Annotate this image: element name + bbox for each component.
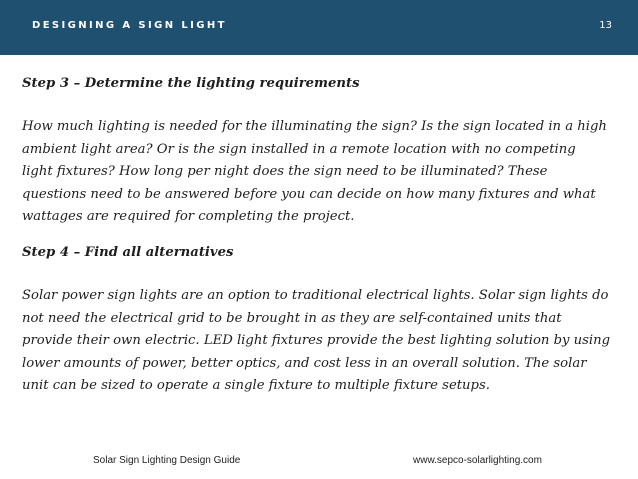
- section-step-4-paragraph: [22, 285, 618, 398]
- header-title: DESIGNING A SIGN LIGHT: [32, 20, 227, 31]
- paragraph-line: questions need to be answered before you can decide on how many fixtures and what: [22, 186, 596, 202]
- section-heading: Step 4 – Find all alternatives: [22, 245, 234, 260]
- paragraph-line: provide their own electric. LED light fixtures provide the best lighting solution by using: [22, 333, 611, 348]
- paragraph-line: Solar power sign lights are an option to traditional electrical lights. Solar sign lights do: [22, 288, 609, 303]
- page-number: 13: [599, 20, 612, 31]
- section-heading: Step 3 – Determine the lighting requirements: [22, 76, 360, 91]
- paragraph-line: ambient light area? Or is the sign installed in a remote location with no competing: [22, 141, 576, 157]
- paragraph-line: lower amounts of power, better optics, and cost less in an overall solution. The solar: [22, 355, 587, 371]
- section-step-3: [22, 73, 618, 96]
- section-step-4: [22, 242, 618, 265]
- footer-url: www.sepco-solarlighting.com: [413, 455, 542, 466]
- paragraph-line: unit can be sized to operate a single fixture to multiple fixture setups.: [22, 378, 490, 393]
- paragraph-line: light fixtures? How long per night does the sign need to be illuminated? These: [22, 164, 548, 179]
- paragraph-line: wattages are required for completing the project.: [22, 209, 355, 224]
- paragraph-line: How much lighting is needed for the illuminating the sign? Is the sign located in a high: [22, 119, 607, 134]
- paragraph-line: not need the electrical grid to be brought in as they are self-contained units that: [22, 310, 562, 326]
- section-step-3-paragraph: [22, 116, 618, 229]
- header-bar: [0, 0, 638, 55]
- footer-title: Solar Sign Lighting Design Guide: [93, 455, 241, 466]
